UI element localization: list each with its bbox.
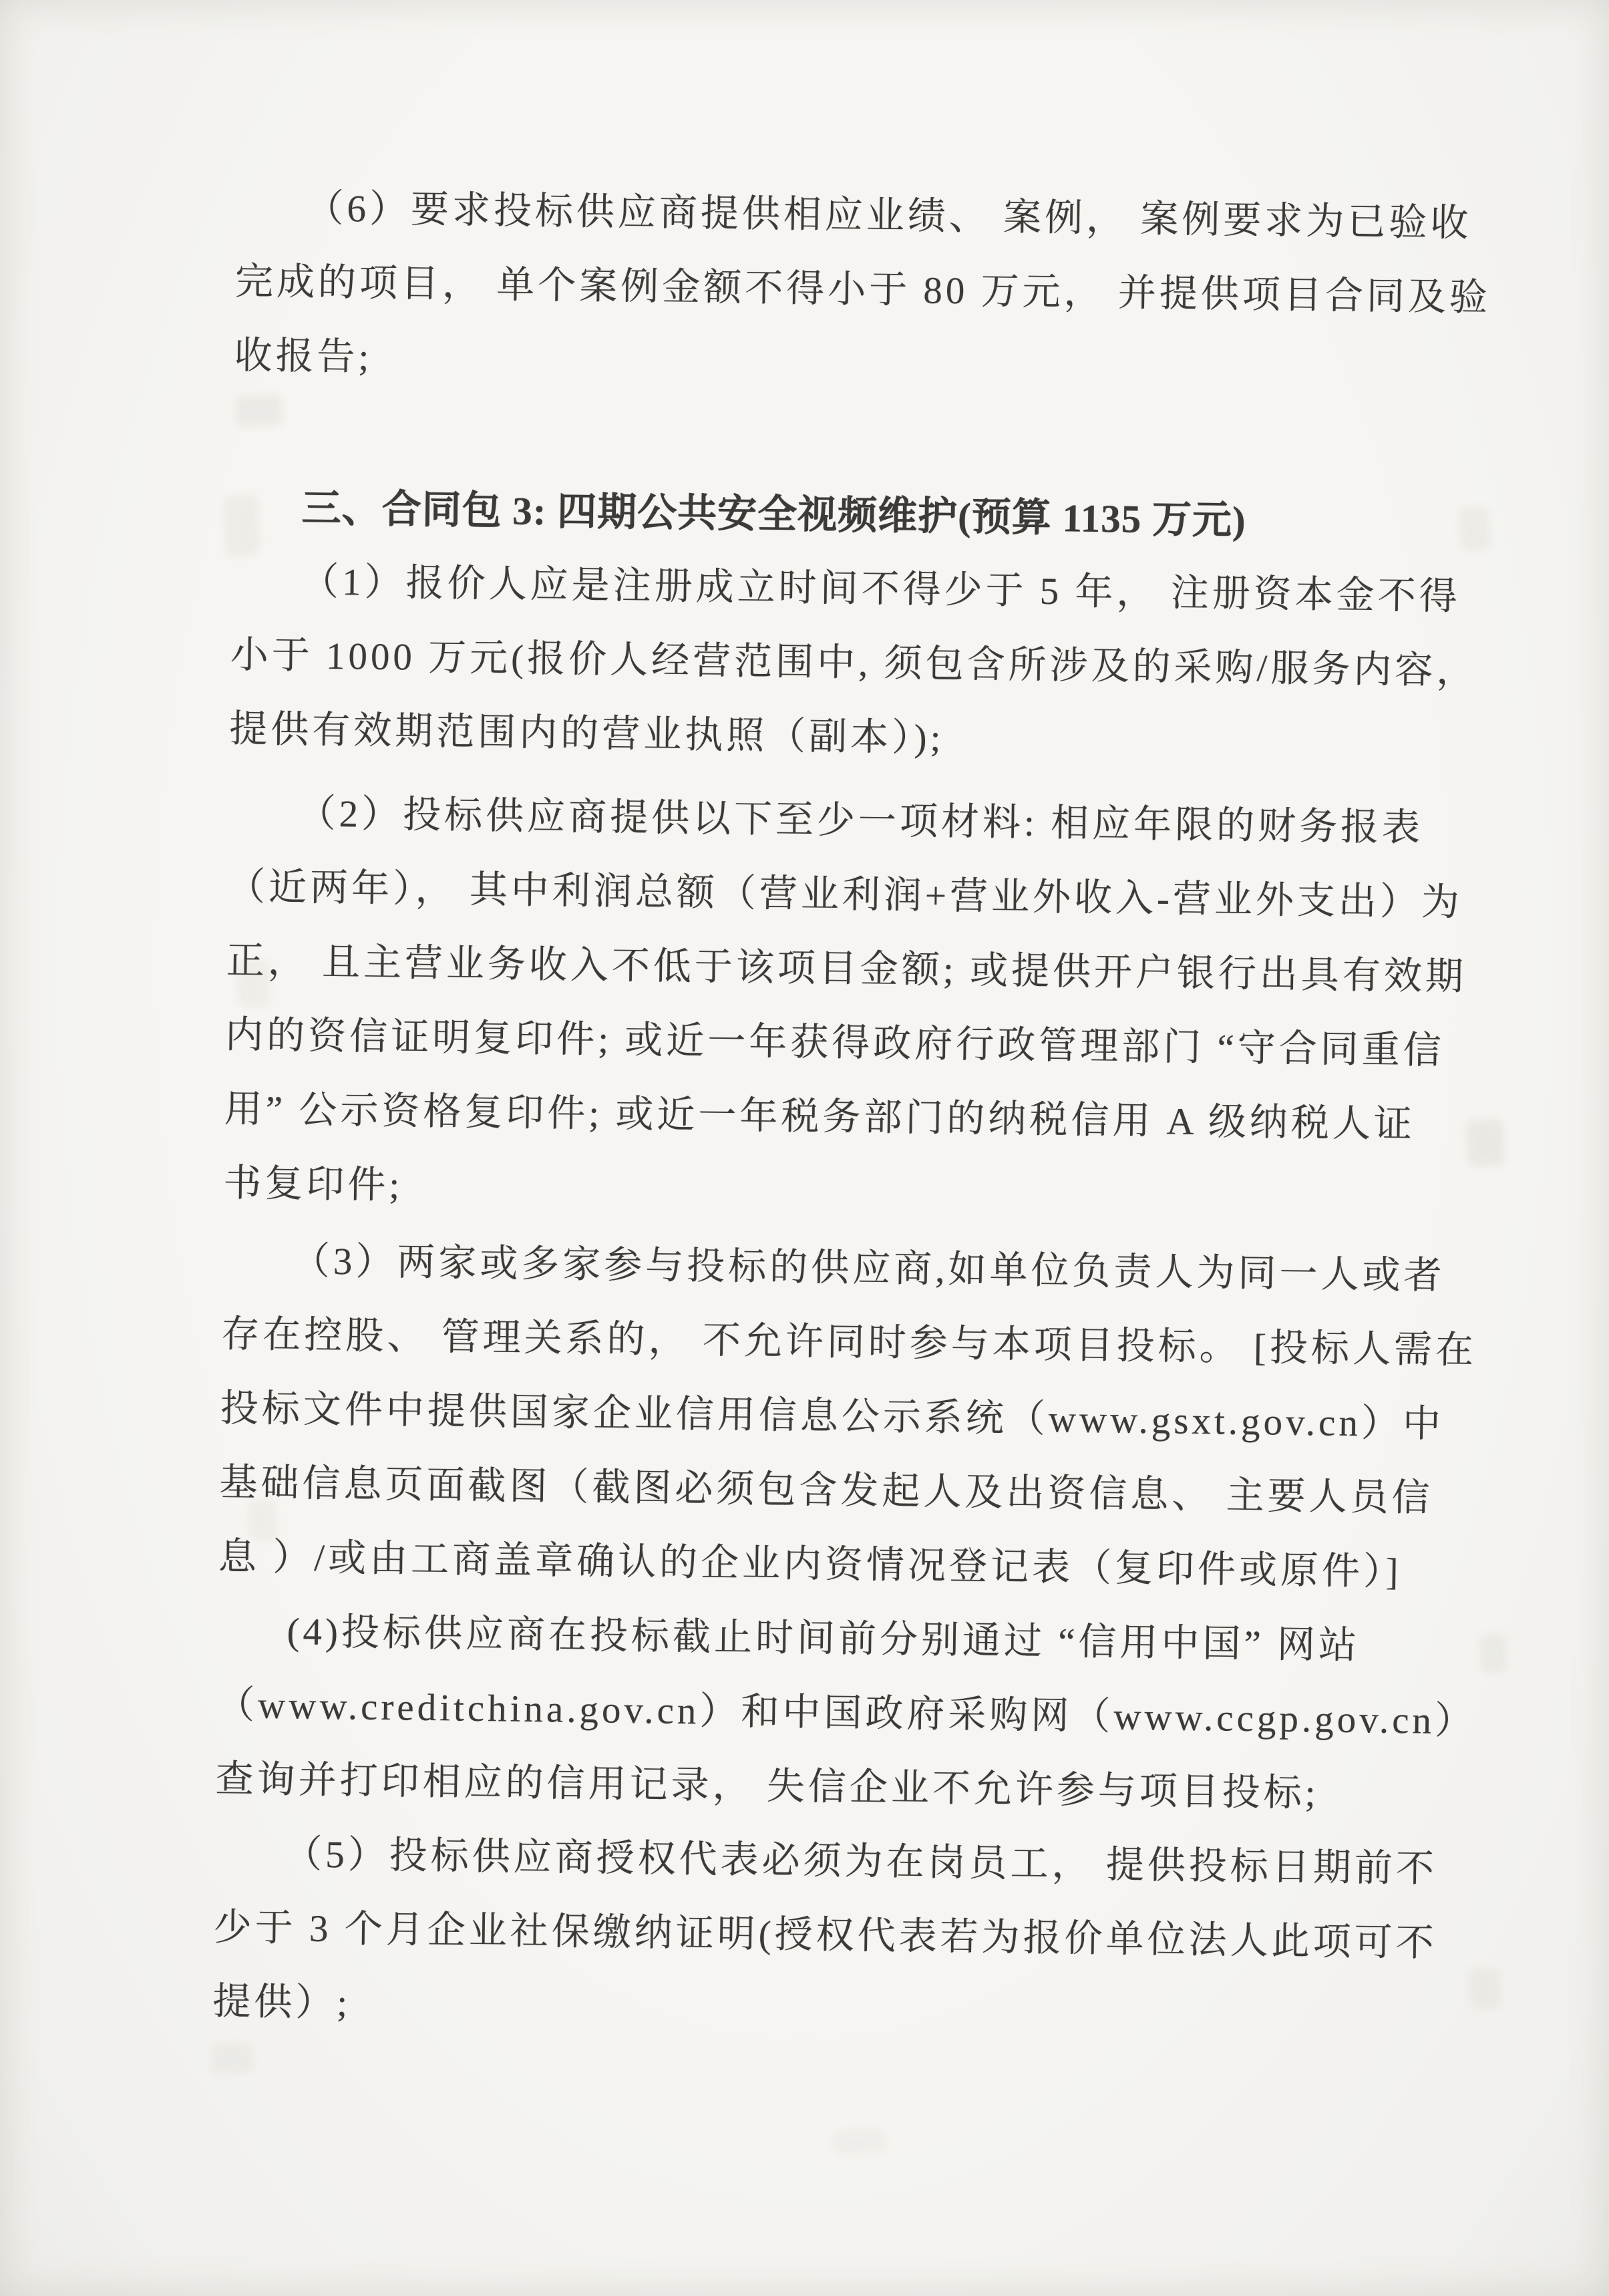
paragraph-item-1 [228, 554, 1478, 792]
text-line: 息 ）/或由工商盖章确认的企业内资情况登记表（复印件或原件）] [218, 1535, 1402, 1594]
text-line: （1）报价人应是注册成立时间不得少于 5 年， 注册资本金不得 [300, 560, 1461, 619]
bleedthrough-mark [832, 2129, 886, 2155]
paragraph-item-5 [212, 1826, 1438, 2065]
text-line: 投标文件中提供国家企业信用信息公示系统（www.gsxt.gov.cn）中 [220, 1387, 1445, 1446]
bleedthrough-mark [1466, 1119, 1505, 1167]
paragraph-item-3 [218, 1233, 1477, 1620]
text-line: 小于 1000 万元(报价人经营范围中, 须包含所涉及的采购/服务内容， [230, 633, 1478, 693]
bleedthrough-mark [1479, 1633, 1507, 1673]
text-line: 完成的项目， 单个案例金额不得小于 80 万元， 并提供项目合同及验 [234, 260, 1491, 319]
text-line: 少于 3 个月企业社保缴纳证明(授权代表若为报价单位法人此项可不 [213, 1906, 1438, 1965]
text-line: 用” 公示资格复印件; 或近一年税务部门的纳税信用 A 级纳税人证 [224, 1088, 1416, 1146]
text-line: （5）投标供应商授权代表必须为在岗员工， 提供投标日期前不 [283, 1833, 1438, 1891]
text-line: 基础信息页面截图（截图必须包含发起人及出资信息、 主要人员信 [219, 1461, 1433, 1520]
text-line: 存在控股、 管理关系的， 不允许同时参与本项目投标。 [投标人需在 [220, 1313, 1477, 1372]
paragraph-item-6 [234, 180, 1491, 419]
text-line: 查询并打印相应的信用记录， 失信企业不允许参与项目投标; [215, 1758, 1320, 1815]
bleedthrough-mark [1469, 1967, 1501, 2010]
text-line: 提供）; [212, 1980, 351, 2025]
bleedthrough-mark [1459, 507, 1490, 550]
document-content [212, 180, 1491, 2064]
text-line: （近两年）， 其中利润总额（营业利润+营业外收入-营业外支出）为 [226, 865, 1463, 925]
text-line: 内的资信证明复印件; 或近一年获得政府行政管理部门 “守合同重信 [224, 1013, 1445, 1072]
paragraph-item-4 [215, 1604, 1477, 1842]
text-line: 书复印件; [222, 1162, 403, 1207]
text-line: （6）要求投标供应商提供相应业绩、 案例， 案例要求为已验收 [305, 187, 1472, 245]
text-line: 提供有效期范围内的营业执照（副本）); [228, 707, 944, 760]
text-line: （www.creditchina.gov.cn）和中国政府采购网（www.ccgp.gov.cn） [216, 1683, 1477, 1743]
text-line: （2）投标供应商提供以下至少一项材料: 相应年限的财务报表 [297, 792, 1424, 850]
text-line: 收报告; [234, 334, 373, 379]
paragraph-item-2 [222, 786, 1467, 1247]
text-line: (4)投标供应商在投标截止时间前分别通过 “信用中国” 网站 [287, 1611, 1361, 1667]
text-line: 正， 且主营业务收入不低于该项目金额; 或提供开户银行出具有效期 [226, 939, 1467, 999]
text-line: （3）两家或多家参与投标的供应商,如单位负责人为同一人或者 [291, 1240, 1445, 1297]
section-heading: 三、合同包 3: 四期公共安全视频维护(预算 1135 万元) [301, 486, 1247, 542]
